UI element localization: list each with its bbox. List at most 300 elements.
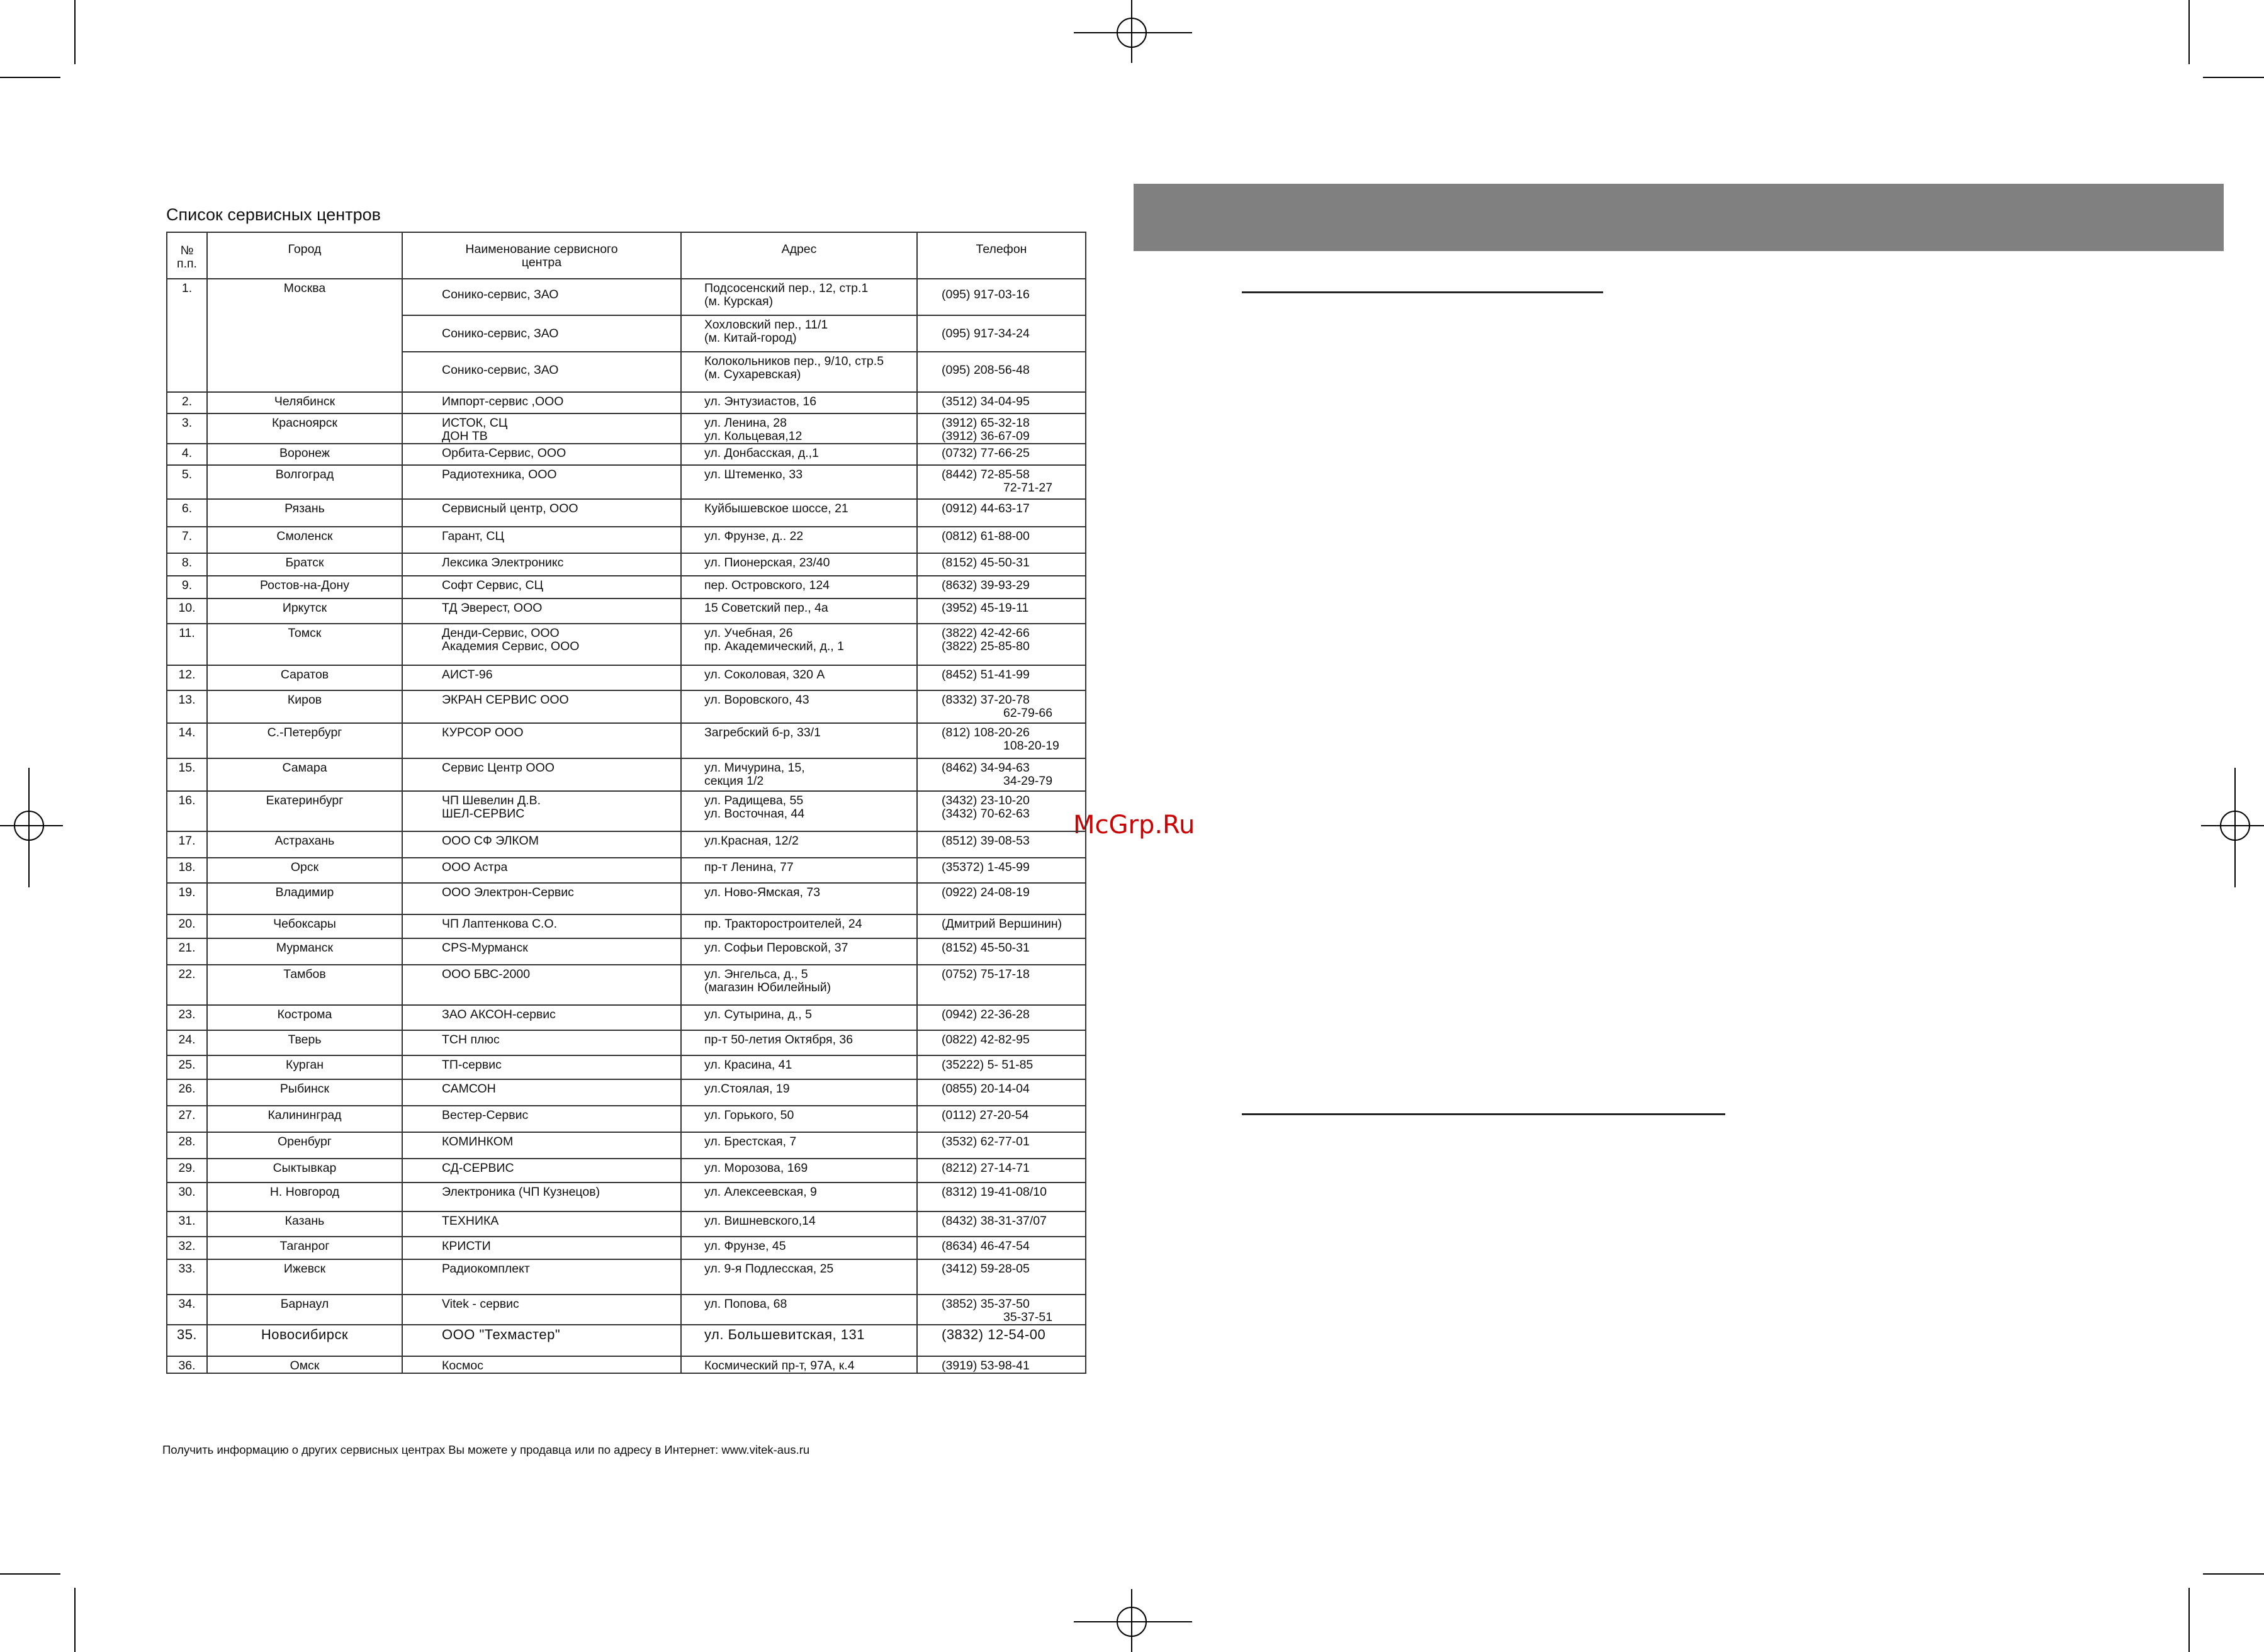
- cell-text: ЧП Шевелин Д.В.: [442, 794, 541, 807]
- table-row: [167, 758, 1086, 791]
- cell-text: ул. Донбасская, д.,1: [704, 446, 819, 460]
- cell-phone: [917, 723, 1086, 758]
- cell-text: (3432) 23-10-20: [942, 794, 1030, 807]
- cell-phone: [917, 465, 1086, 499]
- cell-text: (3912) 65-32-18: [942, 416, 1030, 430]
- cell-text: 16.: [178, 794, 196, 807]
- cell-num: [167, 392, 207, 413]
- cell-num: [167, 1259, 207, 1295]
- cell-phone: [917, 1295, 1086, 1325]
- cell-text: 27.: [178, 1108, 196, 1122]
- table-row: [167, 1295, 1086, 1325]
- cell-text: (0912) 44-63-17: [942, 502, 1030, 515]
- cell-text: (3432) 70-62-63: [942, 807, 1030, 821]
- table-row: [167, 1259, 1086, 1295]
- cell-name: [402, 598, 681, 624]
- cell-text: ул. Штеменко, 33: [704, 468, 803, 481]
- cell-phone: [917, 758, 1086, 791]
- column-header-num: № п.п.: [167, 232, 207, 279]
- cell-address: [681, 315, 917, 352]
- cell-city: [207, 576, 402, 598]
- footnote: Получить информацию о других сервисных центрах Вы можете у продавца или по адресу в Интернет: www.vitek-aus.ru: [162, 1443, 810, 1456]
- cell-text: Академия Сервис, ООО: [442, 639, 580, 653]
- cell-text: Москва: [283, 281, 326, 295]
- cell-text: 5.: [181, 468, 193, 481]
- cell-num: [167, 1055, 207, 1079]
- cell-num: [167, 1325, 207, 1356]
- cell-text: (095) 917-34-24: [942, 327, 1030, 340]
- cell-text: 12.: [178, 668, 196, 682]
- cell-text: Сонико-сервис, ЗАО: [442, 363, 559, 377]
- cell-phone: [917, 1055, 1086, 1079]
- cell-name: [402, 791, 681, 831]
- cell-address: [681, 1132, 917, 1159]
- cell-num: [167, 499, 207, 527]
- cell-text: 3.: [181, 416, 193, 430]
- cell-text: (3412) 59-28-05: [942, 1262, 1030, 1276]
- table-row: [167, 1030, 1086, 1055]
- cell-name: [402, 914, 681, 938]
- cell-text: 28.: [178, 1135, 196, 1149]
- cell-address: [681, 883, 917, 914]
- cell-phone: [917, 444, 1086, 465]
- column-header-address: Адрес: [681, 232, 917, 279]
- cell-phone: [917, 1159, 1086, 1183]
- cell-phone: [917, 1132, 1086, 1159]
- cell-text: Омск: [290, 1359, 320, 1373]
- cell-text: Тверь: [288, 1033, 322, 1047]
- cell-text: Новосибирск: [261, 1327, 349, 1342]
- cell-text: ТД Эверест, ООО: [442, 601, 543, 615]
- cell-name: [402, 1055, 681, 1079]
- cell-phone: [917, 665, 1086, 690]
- cell-phone: [917, 1237, 1086, 1259]
- cell-text: ул. Горького, 50: [704, 1108, 794, 1122]
- cell-name: [402, 758, 681, 791]
- cell-text: 20.: [178, 917, 196, 931]
- cell-text: (3952) 45-19-11: [942, 601, 1029, 615]
- cell-text: Орбита-Сервис, ООО: [442, 446, 566, 460]
- cell-city: [207, 965, 402, 1005]
- cell-text: ул. Большевитская, 131: [704, 1327, 865, 1342]
- cell-name: [402, 883, 681, 914]
- table-row: [167, 690, 1086, 723]
- cell-text: ул. 9-я Подлесская, 25: [704, 1262, 834, 1276]
- cell-text: (812) 108-20-26: [942, 726, 1030, 739]
- cell-text: АИСТ-96: [442, 668, 493, 682]
- cell-address: [681, 858, 917, 883]
- cell-phone: [917, 1259, 1086, 1295]
- cell-city: [207, 723, 402, 758]
- cell-text: (0112) 27-20-54: [942, 1108, 1029, 1122]
- cell-num: [167, 914, 207, 938]
- cell-city: [207, 598, 402, 624]
- cell-text: 6.: [181, 502, 193, 515]
- table-row: [167, 624, 1086, 665]
- crop-mark: [2188, 0, 2190, 64]
- cell-text: 34.: [178, 1297, 196, 1311]
- table-row: [167, 1132, 1086, 1159]
- cell-text: Самара: [282, 761, 327, 775]
- cell-num: [167, 883, 207, 914]
- table-row: [167, 914, 1086, 938]
- cell-text: (0855) 20-14-04: [942, 1082, 1030, 1096]
- cell-text: (Дмитрий Вершинин): [942, 917, 1062, 931]
- cell-city: [207, 553, 402, 576]
- crop-mark: [2203, 1573, 2264, 1575]
- cell-text: КРИСТИ: [442, 1239, 491, 1253]
- cell-text: Воронеж: [279, 446, 330, 460]
- cell-text: С.-Петербург: [267, 726, 342, 739]
- cell-text: Хохловский пер., 11/1: [704, 318, 828, 332]
- cell-num: [167, 858, 207, 883]
- cell-num: [167, 791, 207, 831]
- cell-text: 31.: [178, 1214, 196, 1228]
- cell-city: [207, 1325, 402, 1356]
- cell-text: ул. Вишневского,14: [704, 1214, 816, 1228]
- cell-num: [167, 1030, 207, 1055]
- cell-name: [402, 1159, 681, 1183]
- cell-text: (35222) 5- 51-85: [942, 1058, 1033, 1072]
- cell-text: (0822) 42-82-95: [942, 1033, 1030, 1047]
- cell-text: 22.: [178, 967, 196, 981]
- cell-text: (3532) 62-77-01: [942, 1135, 1030, 1149]
- cell-phone: [917, 553, 1086, 576]
- table-body: [167, 279, 1086, 1373]
- cell-text: Электроника (ЧП Кузнецов): [442, 1185, 600, 1199]
- cell-num: [167, 598, 207, 624]
- cell-city: [207, 527, 402, 553]
- cell-text: ул. Восточная, 44: [704, 807, 805, 821]
- cell-text: (8332) 37-20-78: [942, 693, 1030, 707]
- cell-city: [207, 465, 402, 499]
- cell-text: ШЕЛ-СЕРВИС: [442, 807, 525, 821]
- table-row: [167, 1183, 1086, 1211]
- table-row: [167, 465, 1086, 499]
- cell-text: Тамбов: [283, 967, 326, 981]
- cell-text: (3832) 12-54-00: [942, 1327, 1046, 1342]
- cell-text: 35.: [176, 1327, 198, 1342]
- cell-address: [681, 1005, 917, 1030]
- cell-text: 9.: [181, 578, 193, 592]
- cell-text: (м. Курская): [704, 295, 774, 308]
- cell-city: [207, 1079, 402, 1106]
- cell-phone: [917, 690, 1086, 723]
- crop-mark: [0, 1573, 60, 1575]
- cell-text: ООО СФ ЭЛКОМ: [442, 834, 539, 848]
- cell-text: Сервисный центр, ООО: [442, 502, 578, 515]
- cell-city: [207, 392, 402, 413]
- cell-text: ул.Красная, 12/2: [704, 834, 799, 848]
- cell-text: Радиотехника, ООО: [442, 468, 557, 481]
- cell-name: [402, 1132, 681, 1159]
- cell-num: [167, 1159, 207, 1183]
- cell-text: ул. Учебная, 26: [704, 626, 793, 640]
- cell-address: [681, 791, 917, 831]
- cell-city: [207, 1295, 402, 1325]
- cell-name: [402, 858, 681, 883]
- cell-text: СД-СЕРВИС: [442, 1161, 514, 1175]
- cell-num: [167, 723, 207, 758]
- table-row: [167, 831, 1086, 858]
- cell-text: (095) 917-03-16: [942, 288, 1030, 301]
- cell-text: (8212) 27-14-71: [942, 1161, 1030, 1175]
- cell-text: Казань: [284, 1214, 325, 1228]
- cell-text: Гарант, СЦ: [442, 529, 504, 543]
- cell-name: [402, 723, 681, 758]
- cell-address: [681, 279, 917, 315]
- cell-text: (0942) 22-36-28: [942, 1008, 1030, 1021]
- cell-text: Сервис Центр ООО: [442, 761, 555, 775]
- cell-text: ООО "Техмастер": [442, 1327, 561, 1342]
- cell-address: [681, 965, 917, 1005]
- table-row: [167, 1237, 1086, 1259]
- cell-text: ул. Соколовая, 320 А: [704, 668, 825, 682]
- cell-address: [681, 690, 917, 723]
- cell-text: Софт Сервис, СЦ: [442, 578, 544, 592]
- cell-text: 72-71-27: [1003, 481, 1053, 495]
- cell-address: [681, 1183, 917, 1211]
- table-row: [167, 279, 1086, 315]
- cell-text: Куйбышевское шоссе, 21: [704, 502, 848, 515]
- rule-line-top: [1242, 291, 1603, 293]
- cell-text: (м. Сухаревская): [704, 368, 801, 381]
- cell-name: [402, 1030, 681, 1055]
- cell-city: [207, 690, 402, 723]
- cell-address: [681, 1211, 917, 1237]
- cell-city: [207, 279, 402, 392]
- cell-address: [681, 665, 917, 690]
- cell-text: Н. Новгород: [269, 1185, 340, 1199]
- table-row: [167, 665, 1086, 690]
- cell-text: Астрахань: [274, 834, 335, 848]
- table-row: [167, 499, 1086, 527]
- table-row: [167, 598, 1086, 624]
- cell-address: [681, 1356, 917, 1373]
- cell-city: [207, 883, 402, 914]
- cell-text: Рыбинск: [279, 1082, 330, 1096]
- cell-num: [167, 1079, 207, 1106]
- cell-text: пр. Тракторостроителей, 24: [704, 917, 862, 931]
- cell-num: [167, 1211, 207, 1237]
- table-row: [167, 1079, 1086, 1106]
- cell-phone: [917, 1356, 1086, 1373]
- cell-text: 7.: [181, 529, 193, 543]
- cell-name: [402, 690, 681, 723]
- table-row: [167, 392, 1086, 413]
- cell-text: ул. Брестская, 7: [704, 1135, 797, 1149]
- cell-text: Таганрог: [279, 1239, 330, 1253]
- cell-phone: [917, 527, 1086, 553]
- cell-text: Иркутск: [282, 601, 327, 615]
- cell-num: [167, 1005, 207, 1030]
- cell-address: [681, 1237, 917, 1259]
- cell-text: ООО БВС-2000: [442, 967, 531, 981]
- cell-text: 34-29-79: [1003, 774, 1053, 788]
- cell-text: ул. Попова, 68: [704, 1297, 787, 1311]
- cell-text: ул. Морозова, 169: [704, 1161, 808, 1175]
- cell-phone: [917, 624, 1086, 665]
- cell-text: Ижевск: [283, 1262, 326, 1276]
- cell-text: Космос: [442, 1359, 483, 1373]
- column-header-name: Наименование сервисного центра: [402, 232, 681, 279]
- cell-text: Чебоксары: [273, 917, 336, 931]
- cell-name: [402, 392, 681, 413]
- cell-name: [402, 1079, 681, 1106]
- table-row: [167, 1005, 1086, 1030]
- cell-name: [402, 1183, 681, 1211]
- cell-city: [207, 1005, 402, 1030]
- cell-address: [681, 576, 917, 598]
- cell-text: Братск: [285, 556, 324, 570]
- cell-text: Сыктывкар: [273, 1161, 337, 1175]
- cell-text: 17.: [178, 834, 196, 848]
- cell-text: (3852) 35-37-50: [942, 1297, 1030, 1311]
- table-row: [167, 938, 1086, 965]
- cell-text: Кострома: [277, 1008, 332, 1021]
- cell-num: [167, 553, 207, 576]
- cell-city: [207, 938, 402, 965]
- cell-text: (3822) 25-85-80: [942, 639, 1030, 653]
- cell-city: [207, 413, 402, 444]
- cell-city: [207, 1237, 402, 1259]
- cell-city: [207, 665, 402, 690]
- cell-text: Импорт-сервис ,ООО: [442, 395, 564, 408]
- cell-text: Колокольников пер., 9/10, стр.5: [704, 354, 884, 368]
- cell-address: [681, 444, 917, 465]
- cell-city: [207, 758, 402, 791]
- cell-text: 15.: [178, 761, 196, 775]
- cell-text: (095) 208-56-48: [942, 363, 1030, 377]
- table-row: [167, 1055, 1086, 1079]
- cell-name: [402, 1295, 681, 1325]
- cell-city: [207, 1183, 402, 1211]
- cell-text: ул. Энтузиастов, 16: [704, 395, 817, 408]
- cell-text: (8152) 45-50-31: [942, 556, 1030, 570]
- cell-text: 8.: [181, 556, 193, 570]
- cell-num: [167, 1237, 207, 1259]
- cell-text: (8632) 39-93-29: [942, 578, 1030, 592]
- cell-text: Лексика Электроникс: [442, 556, 564, 570]
- cell-text: Денди-Сервис, ООО: [442, 626, 560, 640]
- cell-text: (8432) 38-31-37/07: [942, 1214, 1047, 1228]
- cell-phone: [917, 598, 1086, 624]
- cell-text: 35-37-51: [1003, 1310, 1053, 1324]
- cell-text: Саратов: [280, 668, 329, 682]
- cell-text: (0752) 75-17-18: [942, 967, 1030, 981]
- cell-num: [167, 1106, 207, 1132]
- cell-address: [681, 527, 917, 553]
- cell-text: Владимир: [275, 885, 334, 899]
- crop-mark: [0, 77, 60, 78]
- cell-text: (магазин Юбилейный): [704, 981, 831, 994]
- crop-mark: [74, 1588, 76, 1652]
- cell-text: Загребский б-р, 33/1: [704, 726, 821, 739]
- cell-address: [681, 392, 917, 413]
- cell-text: 21.: [178, 941, 196, 955]
- cell-text: САМСОН: [442, 1082, 496, 1096]
- cell-text: (3822) 42-42-66: [942, 626, 1030, 640]
- cell-phone: [917, 1183, 1086, 1211]
- cell-phone: [917, 831, 1086, 858]
- cell-text: 2.: [181, 395, 193, 408]
- cell-name: [402, 352, 681, 392]
- cell-phone: [917, 858, 1086, 883]
- cell-name: [402, 576, 681, 598]
- cell-text: (0922) 24-08-19: [942, 885, 1030, 899]
- cell-text: пр-т 50-летия Октября, 36: [704, 1033, 853, 1047]
- cell-text: 11.: [179, 626, 195, 640]
- table-row: [167, 1325, 1086, 1356]
- cell-address: [681, 1079, 917, 1106]
- cell-num: [167, 465, 207, 499]
- cell-text: 1.: [181, 281, 193, 295]
- cell-name: [402, 1106, 681, 1132]
- cell-city: [207, 1159, 402, 1183]
- cell-text: 25.: [178, 1058, 196, 1072]
- cell-name: [402, 413, 681, 444]
- cell-address: [681, 1055, 917, 1079]
- cell-text: 13.: [178, 693, 196, 707]
- cell-address: [681, 1159, 917, 1183]
- cell-name: [402, 527, 681, 553]
- cell-address: [681, 499, 917, 527]
- cell-text: (8452) 51-41-99: [942, 668, 1030, 682]
- cell-num: [167, 665, 207, 690]
- cell-city: [207, 914, 402, 938]
- cell-phone: [917, 965, 1086, 1005]
- table-row: [167, 527, 1086, 553]
- cell-text: 108-20-19: [1003, 739, 1059, 753]
- cell-name: [402, 553, 681, 576]
- page-title: Список сервисных центров: [166, 205, 381, 224]
- cell-text: (8634) 46-47-54: [942, 1239, 1030, 1253]
- cell-text: ЧП Лаптенкова С.О.: [442, 917, 558, 931]
- cell-name: [402, 665, 681, 690]
- cell-text: Сонико-сервис, ЗАО: [442, 288, 559, 301]
- service-centers-table: [166, 232, 1086, 1374]
- cell-text: (3512) 34-04-95: [942, 395, 1030, 408]
- cell-text: Красноярск: [271, 416, 338, 430]
- cell-text: 29.: [178, 1161, 196, 1175]
- cell-name: [402, 938, 681, 965]
- cell-num: [167, 1295, 207, 1325]
- cell-text: Челябинск: [274, 395, 335, 408]
- cell-address: [681, 723, 917, 758]
- cell-text: 18.: [178, 860, 196, 874]
- cell-phone: [917, 1325, 1086, 1356]
- cell-text: Космический пр-т, 97А, к.4: [704, 1359, 855, 1373]
- cell-phone: [917, 1211, 1086, 1237]
- cell-num: [167, 690, 207, 723]
- cell-text: 14.: [178, 726, 196, 739]
- table-row: [167, 723, 1086, 758]
- cell-name: [402, 831, 681, 858]
- cell-text: (3919) 53-98-41: [942, 1359, 1030, 1373]
- cell-text: ДОН ТВ: [442, 429, 488, 443]
- cell-city: [207, 858, 402, 883]
- cell-name: [402, 444, 681, 465]
- header-band: [1134, 184, 2224, 251]
- cell-text: (8152) 45-50-31: [942, 941, 1030, 955]
- cell-text: 32.: [178, 1239, 196, 1253]
- cell-num: [167, 444, 207, 465]
- table-row: [167, 444, 1086, 465]
- cell-address: [681, 1030, 917, 1055]
- cell-text: Киров: [287, 693, 322, 707]
- cell-city: [207, 444, 402, 465]
- cell-name: [402, 1325, 681, 1356]
